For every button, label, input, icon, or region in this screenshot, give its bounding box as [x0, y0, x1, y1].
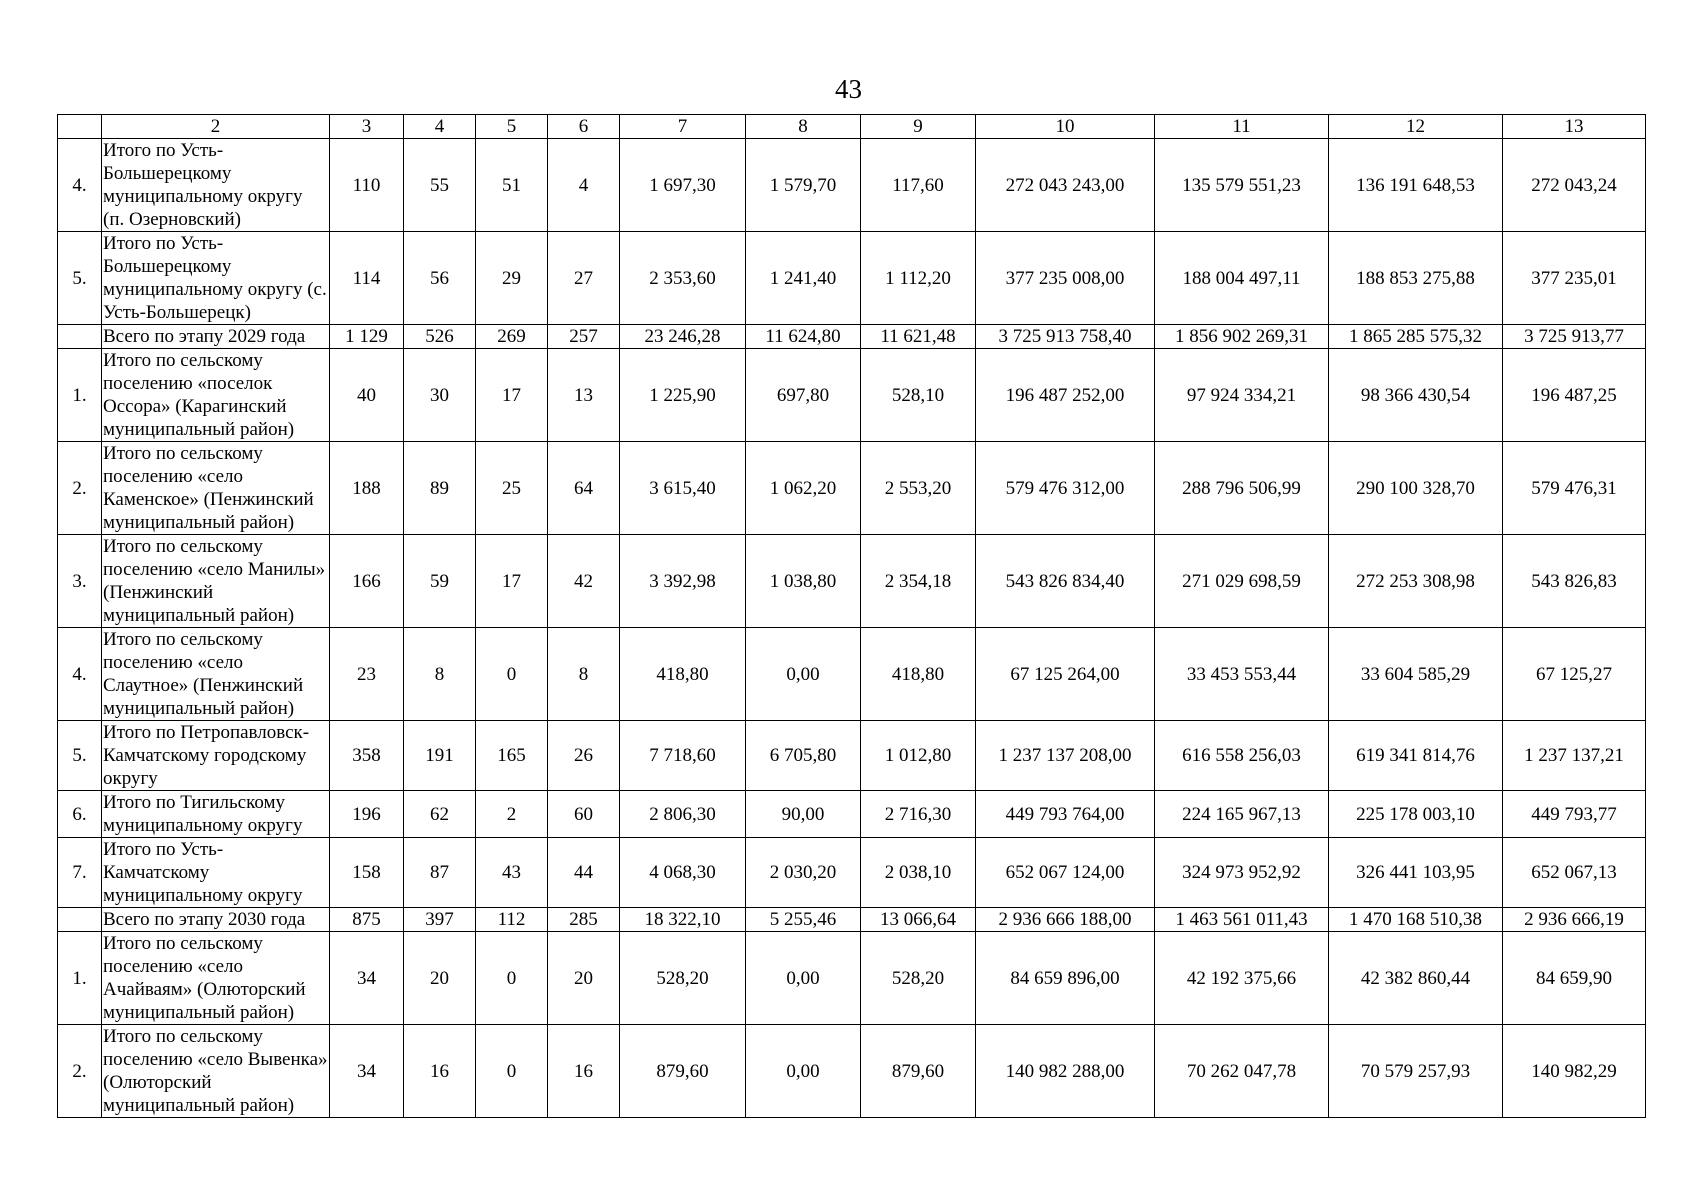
table-cell: 42: [548, 535, 620, 628]
page-number: 43: [835, 74, 862, 104]
table-cell: 1 129: [330, 325, 404, 349]
row-number: 7.: [58, 838, 102, 908]
table-cell: 23: [330, 628, 404, 721]
table-cell: 60: [548, 791, 620, 838]
table-cell: 272 253 308,98: [1329, 535, 1503, 628]
table-cell: 652 067 124,00: [976, 838, 1155, 908]
table-row: [58, 791, 1646, 838]
table-cell: 40: [330, 349, 404, 442]
table-cell: 11 624,80: [746, 325, 861, 349]
table-cell: 25: [476, 442, 548, 535]
table-cell: 98 366 430,54: [1329, 349, 1503, 442]
table-cell: 16: [404, 1025, 476, 1118]
row-number: 6.: [58, 791, 102, 838]
table-cell: 528,20: [620, 932, 746, 1025]
table-cell: 0: [476, 628, 548, 721]
table-row: [58, 139, 1646, 232]
table-row: [58, 442, 1646, 535]
table-cell: 18 322,10: [620, 908, 746, 932]
table-cell: 1 237 137 208,00: [976, 721, 1155, 791]
table-cell: 377 235,01: [1503, 232, 1646, 325]
table-cell: 70 579 257,93: [1329, 1025, 1503, 1118]
table-cell: 875: [330, 908, 404, 932]
row-number: 4.: [58, 628, 102, 721]
table-cell: 1 470 168 510,38: [1329, 908, 1503, 932]
table-cell: 6 705,80: [746, 721, 861, 791]
table-cell: 89: [404, 442, 476, 535]
table-cell: 140 982 288,00: [976, 1025, 1155, 1118]
table-cell: 1 062,20: [746, 442, 861, 535]
table-cell: 619 341 814,76: [1329, 721, 1503, 791]
table-cell: 16: [548, 1025, 620, 1118]
row-number: 4.: [58, 139, 102, 232]
table-cell: 326 441 103,95: [1329, 838, 1503, 908]
table-cell: 67 125,27: [1503, 628, 1646, 721]
table-cell: 1 579,70: [746, 139, 861, 232]
table-cell: 1 865 285 575,32: [1329, 325, 1503, 349]
table-cell: 697,80: [746, 349, 861, 442]
table-cell: 191: [404, 721, 476, 791]
table-cell: 0,00: [746, 628, 861, 721]
row-name: Всего по этапу 2030 года: [102, 908, 330, 932]
column-header: 5: [476, 115, 548, 139]
table-cell: 20: [404, 932, 476, 1025]
column-header: 12: [1329, 115, 1503, 139]
row-name: Итого по сельскому поселению «село Вывенка» (Олюторский муниципальный район): [103, 1026, 328, 1116]
column-header: 10: [976, 115, 1155, 139]
table-cell: 2 936 666 188,00: [976, 908, 1155, 932]
table-cell: 135 579 551,23: [1155, 139, 1329, 232]
table-cell: 112: [476, 908, 548, 932]
table-cell: 17: [476, 535, 548, 628]
table-cell: 397: [404, 908, 476, 932]
table-cell: 56: [404, 232, 476, 325]
row-name: Итого по Тигильскому муниципальному округу: [102, 791, 330, 838]
table-row: [58, 932, 1646, 1025]
table-cell: 17: [476, 349, 548, 442]
table-cell: 5 255,46: [746, 908, 861, 932]
table-cell: 449 793,77: [1503, 791, 1646, 838]
table-cell: 140 982,29: [1503, 1025, 1646, 1118]
table-cell: 2 553,20: [861, 442, 976, 535]
table-row: [58, 349, 1646, 442]
row-number: 5.: [58, 232, 102, 325]
row-number: 2.: [58, 1025, 102, 1118]
table-row: [58, 232, 1646, 325]
table-body: [58, 115, 1646, 1118]
table-cell: 1 463 561 011,43: [1155, 908, 1329, 932]
row-number: 1.: [58, 932, 102, 1025]
table-cell: 543 826,83: [1503, 535, 1646, 628]
table-cell: 652 067,13: [1503, 838, 1646, 908]
table-cell: 1 241,40: [746, 232, 861, 325]
table-cell: 3 615,40: [620, 442, 746, 535]
table-row: [58, 1025, 1646, 1118]
row-name: Итого по сельскому поселению «поселок Оссора» (Карагинский муниципальный район): [102, 349, 330, 442]
row-number: 1.: [58, 349, 102, 442]
table-cell: 3 725 913,77: [1503, 325, 1646, 349]
table-cell: 20: [548, 932, 620, 1025]
table-cell: 879,60: [861, 1025, 976, 1118]
column-header: 9: [861, 115, 976, 139]
row-name: Итого по Петропавловск-Камчатскому городскому округу: [102, 721, 330, 791]
table-cell: 272 043,24: [1503, 139, 1646, 232]
stage-total-row: [58, 325, 1646, 349]
table-cell: 4: [548, 139, 620, 232]
table-cell: 33 604 585,29: [1329, 628, 1503, 721]
table-cell: 42 382 860,44: [1329, 932, 1503, 1025]
table-cell: 2 936 666,19: [1503, 908, 1646, 932]
table-cell: 196 487 252,00: [976, 349, 1155, 442]
table-cell: 224 165 967,13: [1155, 791, 1329, 838]
table-cell: 29: [476, 232, 548, 325]
table-cell: 23 246,28: [620, 325, 746, 349]
table-cell: 33 453 553,44: [1155, 628, 1329, 721]
table-cell: 225 178 003,10: [1329, 791, 1503, 838]
table-cell: 97 924 334,21: [1155, 349, 1329, 442]
table-cell: 51: [476, 139, 548, 232]
table-cell: 0,00: [746, 932, 861, 1025]
table-cell: 8: [548, 628, 620, 721]
row-name: Итого по сельскому поселению «село Каменское» (Пенжинский муниципальный район): [102, 442, 330, 535]
table-cell: 1 225,90: [620, 349, 746, 442]
table-cell: 165: [476, 721, 548, 791]
table-cell: 1 697,30: [620, 139, 746, 232]
table-cell: 196 487,25: [1503, 349, 1646, 442]
table-cell: 543 826 834,40: [976, 535, 1155, 628]
table-cell: 526: [404, 325, 476, 349]
table-cell: 3 725 913 758,40: [976, 325, 1155, 349]
table-cell: 188 004 497,11: [1155, 232, 1329, 325]
table-cell: 11 621,48: [861, 325, 976, 349]
table-cell: 64: [548, 442, 620, 535]
column-header: 7: [620, 115, 746, 139]
table-cell: 418,80: [861, 628, 976, 721]
table-cell: 0: [476, 1025, 548, 1118]
row-name: Итого по Усть-Камчатскому муниципальному округу: [102, 838, 330, 908]
table-cell: 43: [476, 838, 548, 908]
row-number: [58, 325, 102, 349]
table-cell: 271 029 698,59: [1155, 535, 1329, 628]
row-name: Итого по Усть-Большерецкому муниципальному округу (п. Озерновский): [102, 139, 330, 232]
table-cell: 34: [330, 932, 404, 1025]
table-cell: 1 112,20: [861, 232, 976, 325]
table-cell: 87: [404, 838, 476, 908]
table-cell: 2 806,30: [620, 791, 746, 838]
row-name: Итого по сельскому поселению «село Манилы» (Пенжинский муниципальный район): [102, 535, 330, 628]
row-number: 3.: [58, 535, 102, 628]
table-cell: 616 558 256,03: [1155, 721, 1329, 791]
table-cell: 8: [404, 628, 476, 721]
table-cell: 13: [548, 349, 620, 442]
row-name: Итого по сельскому поселению «село Слаутное» (Пенжинский муниципальный район): [102, 628, 330, 721]
table-header-row: [58, 115, 1646, 139]
table-cell: 4 068,30: [620, 838, 746, 908]
row-name: Итого по Усть-Большерецкому муниципальному округу (с. Усть-Большерецк): [102, 232, 330, 325]
row-number: [58, 908, 102, 932]
table-cell: 62: [404, 791, 476, 838]
table-cell: 166: [330, 535, 404, 628]
table-cell: 528,10: [861, 349, 976, 442]
row-number: 2.: [58, 442, 102, 535]
data-table: [57, 114, 1646, 1118]
table-cell: 449 793 764,00: [976, 791, 1155, 838]
table-cell: 324 973 952,92: [1155, 838, 1329, 908]
row-name: Итого по сельскому поселению «село Ачайваям» (Олюторский муниципальный район): [102, 932, 330, 1025]
table-cell: 0: [476, 932, 548, 1025]
table-cell: 285: [548, 908, 620, 932]
table-cell: 2 038,10: [861, 838, 976, 908]
column-header: [58, 115, 102, 139]
table-cell: 2 030,20: [746, 838, 861, 908]
row-number: 5.: [58, 721, 102, 791]
column-header: 3: [330, 115, 404, 139]
table-row: [58, 535, 1646, 628]
table-cell: 26: [548, 721, 620, 791]
table-cell: 188: [330, 442, 404, 535]
table-cell: 27: [548, 232, 620, 325]
table-row: [58, 628, 1646, 721]
table-cell: 188 853 275,88: [1329, 232, 1503, 325]
table-cell: 1 012,80: [861, 721, 976, 791]
table-cell: 42 192 375,66: [1155, 932, 1329, 1025]
column-header: 4: [404, 115, 476, 139]
table-cell: 59: [404, 535, 476, 628]
table-cell: 269: [476, 325, 548, 349]
table-cell: 2 353,60: [620, 232, 746, 325]
table-cell: 2 354,18: [861, 535, 976, 628]
table-cell: 114: [330, 232, 404, 325]
column-header: 13: [1503, 115, 1646, 139]
table-cell: 579 476 312,00: [976, 442, 1155, 535]
row-name: Всего по этапу 2029 года: [102, 325, 330, 349]
table-row: [58, 838, 1646, 908]
table-cell: 579 476,31: [1503, 442, 1646, 535]
table-cell: 90,00: [746, 791, 861, 838]
table-cell: 272 043 243,00: [976, 139, 1155, 232]
column-header: 6: [548, 115, 620, 139]
table-cell: 1 237 137,21: [1503, 721, 1646, 791]
table-cell: 2: [476, 791, 548, 838]
table-cell: 1 856 902 269,31: [1155, 325, 1329, 349]
table-cell: 528,20: [861, 932, 976, 1025]
table-cell: 196: [330, 791, 404, 838]
table-cell: 44: [548, 838, 620, 908]
table-cell: 2 716,30: [861, 791, 976, 838]
table-cell: 288 796 506,99: [1155, 442, 1329, 535]
table-cell: 30: [404, 349, 476, 442]
table-cell: 136 191 648,53: [1329, 139, 1503, 232]
table-cell: 70 262 047,78: [1155, 1025, 1329, 1118]
table-cell: 1 038,80: [746, 535, 861, 628]
table-cell: 13 066,64: [861, 908, 976, 932]
table-cell: 84 659 896,00: [976, 932, 1155, 1025]
column-header: 2: [102, 115, 330, 139]
table-cell: 418,80: [620, 628, 746, 721]
stage-total-row: [58, 908, 1646, 932]
column-header: 11: [1155, 115, 1329, 139]
table-cell: 879,60: [620, 1025, 746, 1118]
table-cell: 117,60: [861, 139, 976, 232]
column-header: 8: [746, 115, 861, 139]
table-cell: 67 125 264,00: [976, 628, 1155, 721]
table-cell: 110: [330, 139, 404, 232]
table-cell: 84 659,90: [1503, 932, 1646, 1025]
table-cell: 290 100 328,70: [1329, 442, 1503, 535]
table-row: [58, 721, 1646, 791]
table-cell: 0,00: [746, 1025, 861, 1118]
table-cell: 377 235 008,00: [976, 232, 1155, 325]
table-cell: 3 392,98: [620, 535, 746, 628]
table-cell: 158: [330, 838, 404, 908]
table-cell: 358: [330, 721, 404, 791]
table-cell: 34: [330, 1025, 404, 1118]
table-cell: 257: [548, 325, 620, 349]
table-cell: 7 718,60: [620, 721, 746, 791]
table-cell: 55: [404, 139, 476, 232]
